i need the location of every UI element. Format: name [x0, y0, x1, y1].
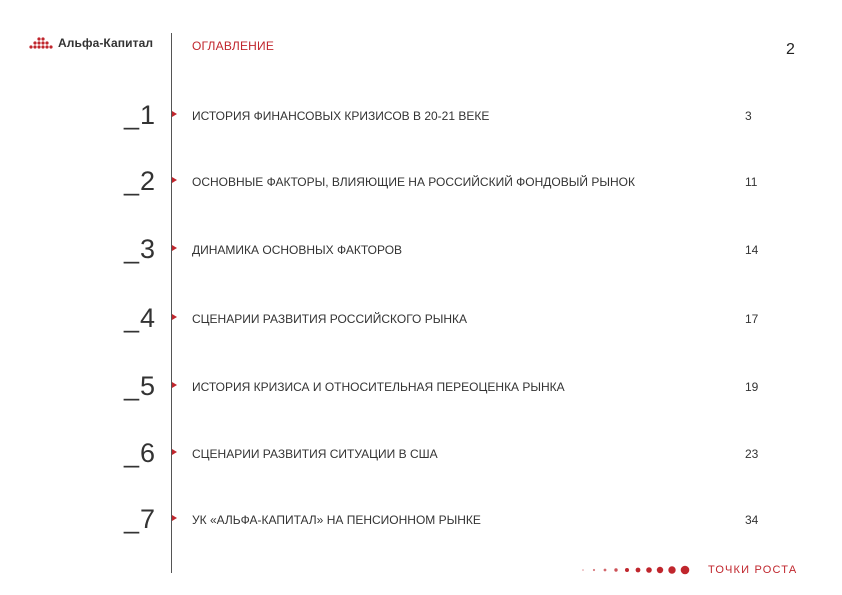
arrow-right-icon	[172, 314, 177, 320]
toc-item[interactable]	[0, 370, 842, 404]
toc-item-page: 3	[745, 109, 752, 123]
arrow-right-icon	[172, 111, 177, 117]
arrow-right-icon	[172, 177, 177, 183]
toc-item[interactable]	[0, 437, 842, 471]
footer-tagline	[580, 563, 797, 577]
arrow-right-icon	[172, 449, 177, 455]
toc-item-label[interactable]: СЦЕНАРИИ РАЗВИТИЯ СИТУАЦИИ В США	[192, 447, 438, 461]
footer-text: ТОЧКИ РОСТА	[708, 564, 798, 576]
toc-item[interactable]	[0, 302, 842, 336]
toc-item-label[interactable]: УК «АЛЬФА-КАПИТАЛ» НА ПЕНСИОННОМ РЫНКЕ	[192, 513, 481, 527]
toc-item-page: 17	[745, 312, 759, 326]
toc-item-number: _1	[124, 100, 157, 130]
page-number: 2	[786, 41, 795, 58]
toc-item-number: _3	[124, 234, 157, 264]
toc-item-number: _2	[124, 166, 157, 196]
toc-item-number: _4	[124, 303, 157, 333]
arrow-right-icon	[172, 245, 177, 251]
logo-text: Альфа-Капитал	[58, 36, 154, 50]
page-title: ОГЛАВЛЕНИЕ	[192, 39, 275, 53]
toc-item-label[interactable]: ОСНОВНЫЕ ФАКТОРЫ, ВЛИЯЮЩИЕ НА РОССИЙСКИЙ ФОНДОВЫЙ РЫНОК	[192, 175, 635, 189]
arrow-right-icon	[172, 382, 177, 388]
toc-item-page: 14	[745, 243, 759, 257]
toc-item-number: _6	[124, 438, 157, 468]
logo-dots-icon	[28, 36, 54, 50]
toc-item[interactable]	[0, 503, 842, 537]
toc-item-label[interactable]: ИСТОРИЯ ФИНАНСОВЫХ КРИЗИСОВ В 20-21 ВЕКЕ	[192, 109, 490, 123]
toc-item-label[interactable]: ДИНАМИКА ОСНОВНЫХ ФАКТОРОВ	[192, 243, 403, 257]
toc-item-page: 23	[745, 447, 759, 461]
toc-item[interactable]	[0, 165, 842, 199]
toc-item-number: _5	[124, 371, 157, 401]
toc-item-label[interactable]: ИСТОРИЯ КРИЗИСА И ОТНОСИТЕЛЬНАЯ ПЕРЕОЦЕНКА РЫНКА	[192, 380, 565, 394]
toc-item[interactable]	[0, 99, 842, 133]
toc-item-page: 19	[745, 380, 759, 394]
growth-dots-icon	[580, 563, 700, 577]
toc-item[interactable]	[0, 233, 842, 267]
brand-logo	[28, 36, 153, 50]
toc-item-number: _7	[124, 504, 157, 534]
toc-item-page: 11	[745, 175, 758, 189]
toc-item-label[interactable]: СЦЕНАРИИ РАЗВИТИЯ РОССИЙСКОГО РЫНКА	[192, 312, 467, 326]
toc-item-page: 34	[745, 513, 759, 527]
arrow-right-icon	[172, 515, 177, 521]
